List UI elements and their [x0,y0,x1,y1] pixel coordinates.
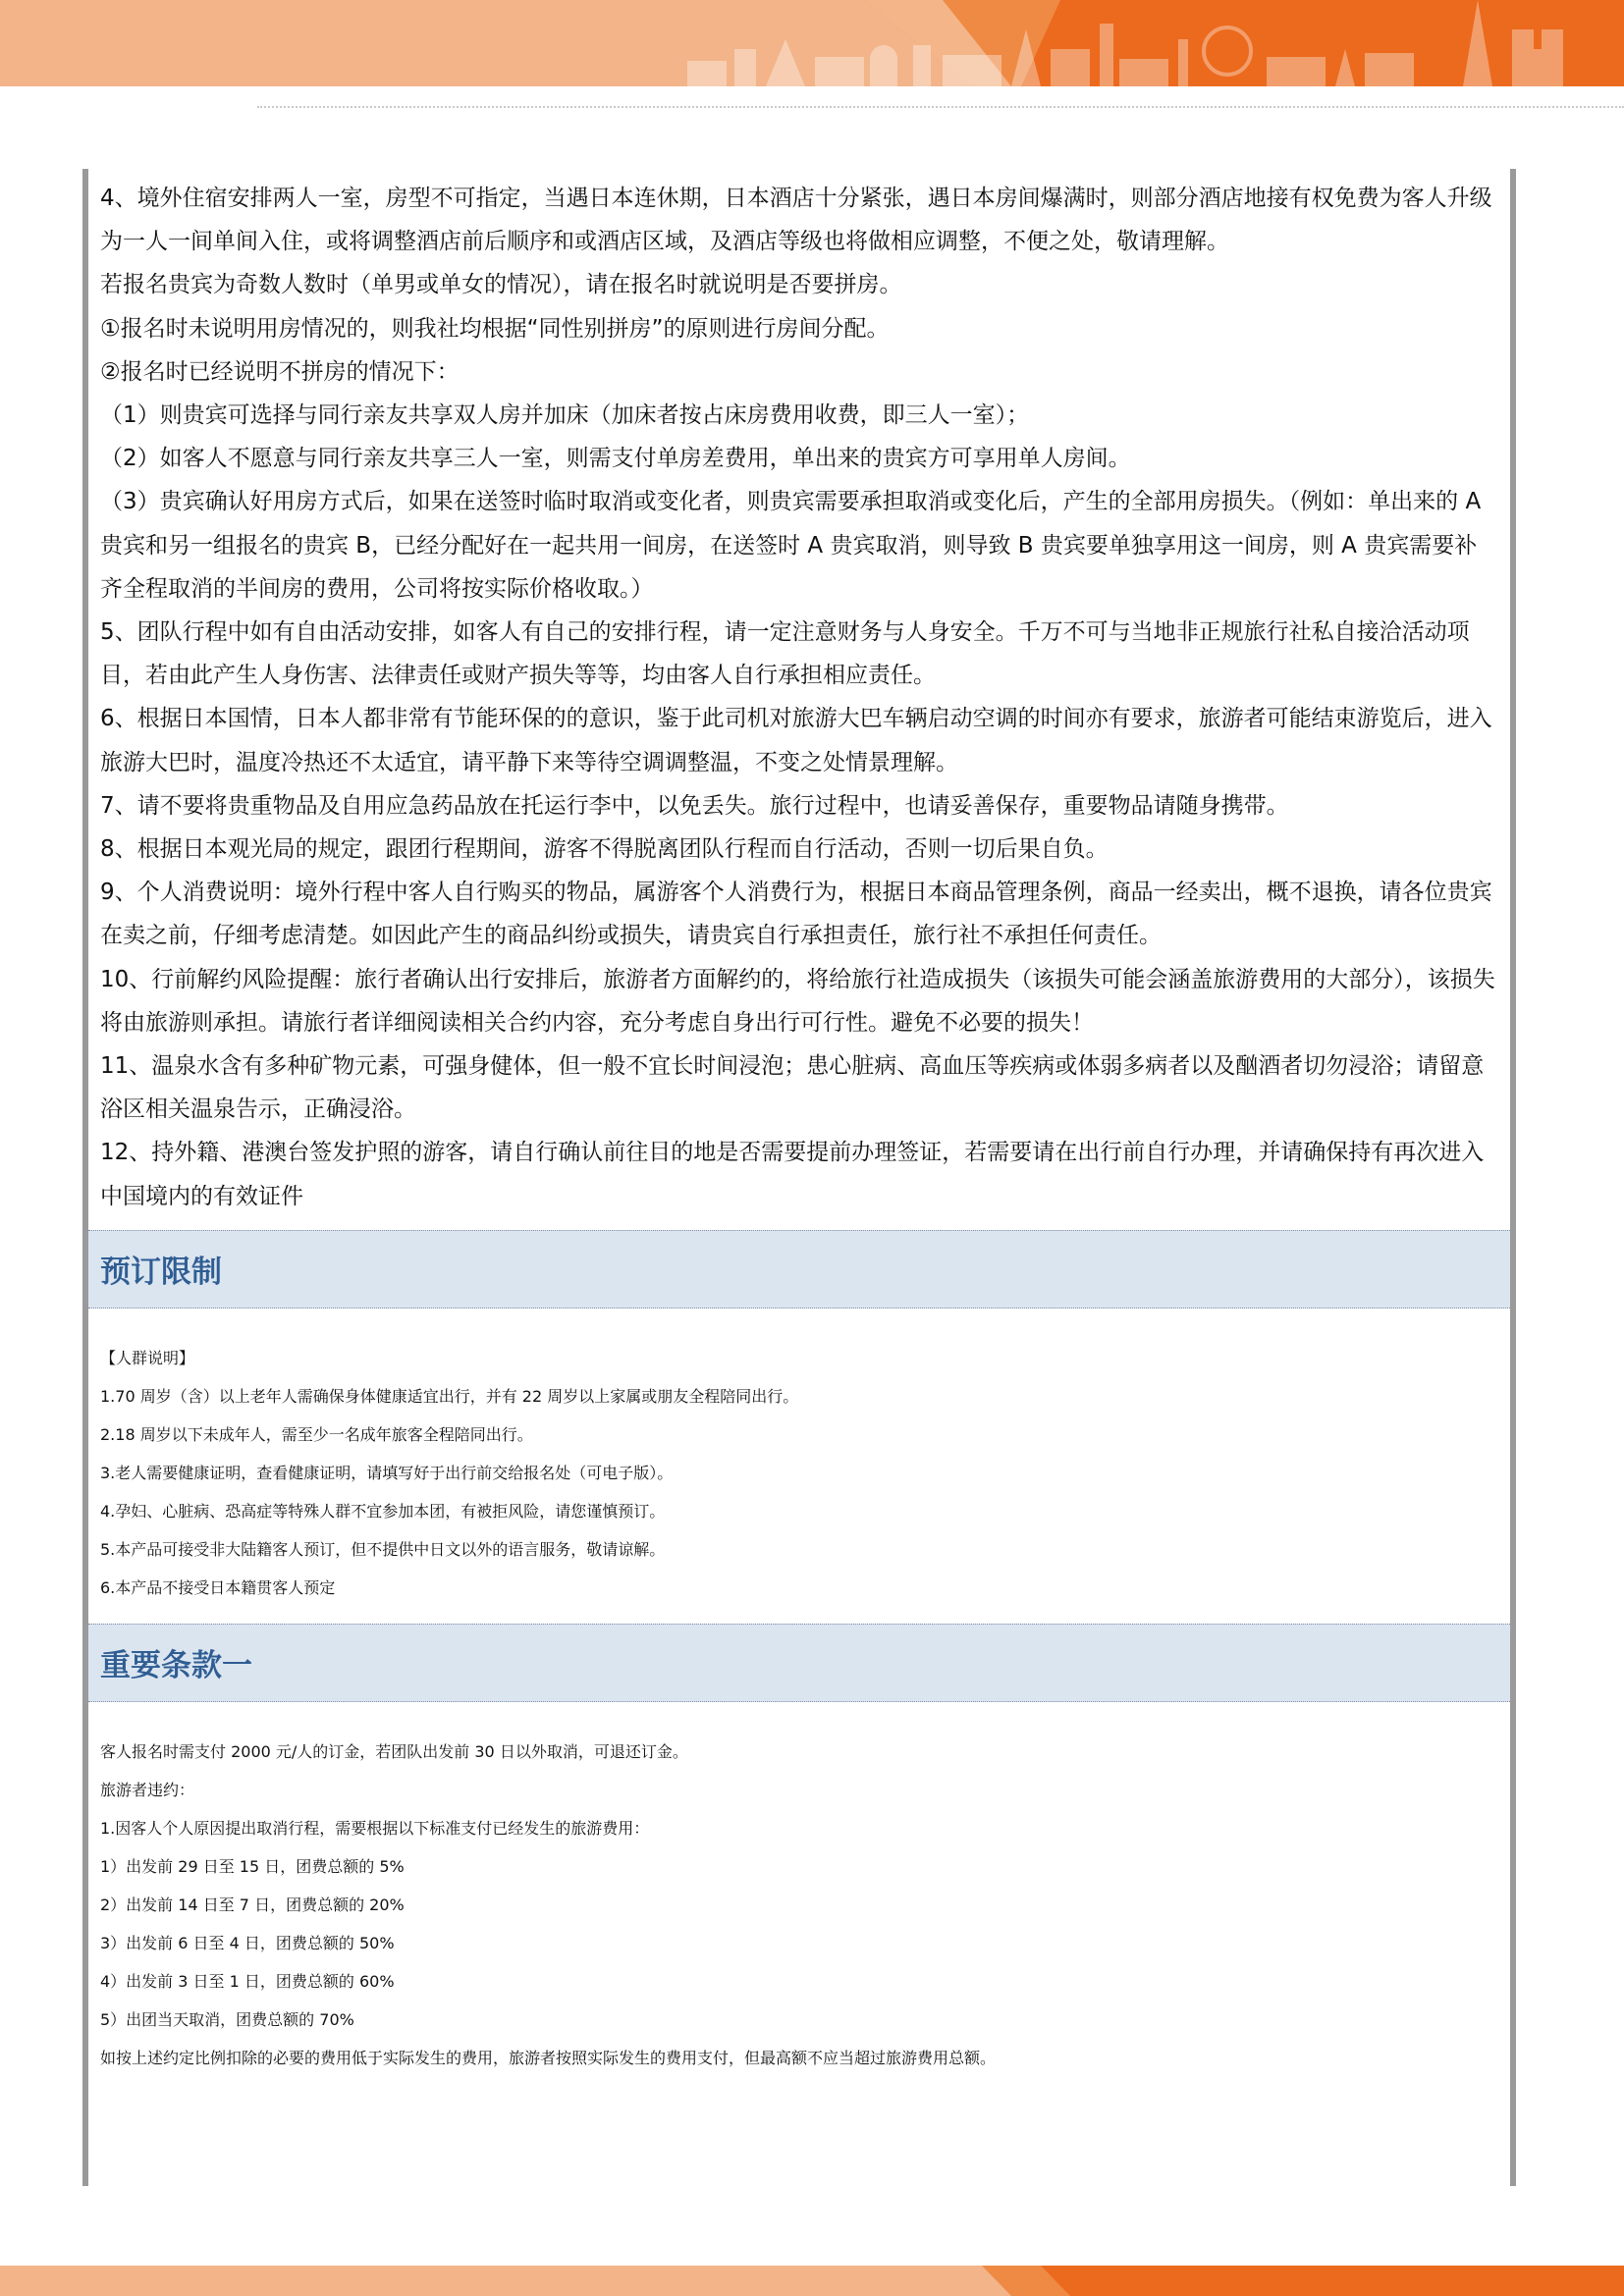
list-item: 3.老人需要健康证明，查看健康证明，请填写好于出行前交给报名处（可电子版）。 [100,1463,674,1482]
list-item: 4）出发前 3 日至 1 日，团费总额的 60% [100,1971,395,1991]
list-item: 如按上述约定比例扣除的必要的费用低于实际发生的费用，旅游者按照实际发生的费用支付，但最高额不应当超过旅游费用总额。 [100,2048,997,2067]
list-item: 1）出发前 29 日至 15 日，团费总额的 5% [100,1856,405,1876]
note-item: 5、团队行程中如有自由活动安排，如客人有自己的安排行程，请一定注意财务与人身安全。千万不可与当地非正规旅行社私自接洽活动项目，若由此产生人身伤害、法律责任或财产损失等等，均由客人自行承担相应责任。 [100,619,1470,689]
list-item: 5.本产品可接受非大陆籍客人预订，但不提供中日文以外的语言服务，敬请谅解。 [100,1539,666,1559]
note-item: （2）如客人不愿意与同行亲友共享三人一室，则需支付单房差费用，单出来的贵宾方可享用单人房间。 [100,446,1131,472]
note-item: （1）则贵宾可选择与同行亲友共享双人房并加床（加床者按占床房费用收费，即三人一室）； [100,402,1030,429]
note-item: 11、温泉水含有多种矿物元素，可强身健体，但一般不宜长时间浸泡；患心脏病、高血压等疾病或体弱多病者以及酗酒者切勿浸浴；请留意浴区相关温泉告示，正确浸浴。 [100,1053,1485,1123]
note-item: 12、持外籍、港澳台签发护照的游客，请自行确认前往目的地是否需要提前办理签证，若需要请在出行前自行办理，并请确保持有再次进入中国境内的有效证件 [100,1140,1485,1209]
important-terms-body [88,1702,1510,2094]
list-item: 1.因客人个人原因提出取消行程，需要根据以下标准支付已经发生的旅游费用： [100,1818,650,1838]
travel-notes [88,169,1510,1230]
note-item: 8、根据日本观光局的规定，跟团行程期间，游客不得脱离团队行程而自行活动，否则一切后果自负。 [100,836,1109,863]
note-item: （3）贵宾确认好用房方式后，如果在送签时临时取消或变化者，则贵宾需要承担取消或变化后，产生的全部用房损失。（例如：单出来的 A 贵宾和另一组报名的贵宾 B，已经分配好在一起共用一间房，在送签时 A 贵宾取消，则导致 B 贵宾要单独享用这一间房，则 A 贵宾需要补齐全程取消的半间房的费用，公司将按实际价格收取。） [100,489,1482,602]
list-item: 3）出发前 6 日至 4 日，团费总额的 50% [100,1933,395,1952]
section-header-important-terms [88,1624,1510,1702]
header-banner [0,0,1624,86]
note-item: 7、请不要将贵重物品及自用应急药品放在托运行李中，以免丢失。旅行过程中，也请妥善保存，重要物品请随身携带。 [100,792,1289,819]
list-item: 6.本产品不接受日本籍贯客人预定 [100,1577,336,1597]
note-item: 4、境外住宿安排两人一室，房型不可指定，当遇日本连休期，日本酒店十分紧张，遇日本房间爆满时，则部分酒店地接有权免费为客人升级为一人一间单间入住，或将调整酒店前后顺序和或酒店区域，及酒店等级也将做相应调整，不便之处，敬请理解。 [100,186,1492,255]
section-title: 重要条款一 [100,1648,252,1684]
list-item: 4.孕妇、心脏病、恐高症等特殊人群不宜参加本团，有被拒风险，请您谨慎预订。 [100,1501,666,1521]
list-item: 2.18 周岁以下未成年人，需至少一名成年旅客全程陪同出行。 [100,1424,533,1444]
section-header-booking-limits [88,1230,1510,1308]
note-item: 若报名贵宾为奇数人数时（单男或单女的情况），请在报名时就说明是否要拼房。 [100,272,902,298]
list-item: 1.70 周岁（含）以上老年人需确保身体健康适宜出行，并有 22 周岁以上家属或朋友全程陪同出行。 [100,1386,799,1406]
list-item: 客人报名时需支付 2000 元/人的订金，若团队出发前 30 日以外取消，可退还订金。 [100,1741,688,1761]
top-divider [257,106,1624,108]
booking-limits-body [88,1308,1510,1624]
list-item: 旅游者违约： [100,1780,195,1799]
section-title: 预订限制 [100,1255,222,1291]
list-item: 2）出发前 14 日至 7 日，团费总额的 20% [100,1895,405,1914]
list-item: 【人群说明】 [100,1348,195,1367]
content-panel [82,169,1516,2186]
list-item: 5）出团当天取消，团费总额的 70% [100,2009,354,2029]
note-item: ①报名时未说明用房情况的，则我社均根据“同性别拼房”的原则进行房间分配。 [100,315,890,342]
note-item: 9、个人消费说明：境外行程中客人自行购买的物品，属游客个人消费行为，根据日本商品管理条例，商品一经卖出，概不退换，请各位贵宾在卖之前，仔细考虑清楚。如因此产生的商品纠纷或损失，请贵宾自行承担责任，旅行社不承担任何责任。 [100,880,1492,949]
note-item: 10、行前解约风险提醒：旅行者确认出行安排后，旅游者方面解约的，将给旅行社造成损失（该损失可能会涵盖旅游费用的大部分），该损失将由旅游则承担。请旅行者详细阅读相关合约内容，充分考虑自身出行可行性。避免不必要的损失！ [100,966,1495,1036]
footer-band [0,2266,1624,2296]
note-item: 6、根据日本国情，日本人都非常有节能环保的的意识，鉴于此司机对旅游大巴车辆启动空调的时间亦有要求，旅游者可能结束游览后，进入旅游大巴时，温度冷热还不太适宜，请平静下来等待空调调整温，不变之处情景理解。 [100,706,1492,775]
note-item: ②报名时已经说明不拼房的情况下： [100,358,460,385]
